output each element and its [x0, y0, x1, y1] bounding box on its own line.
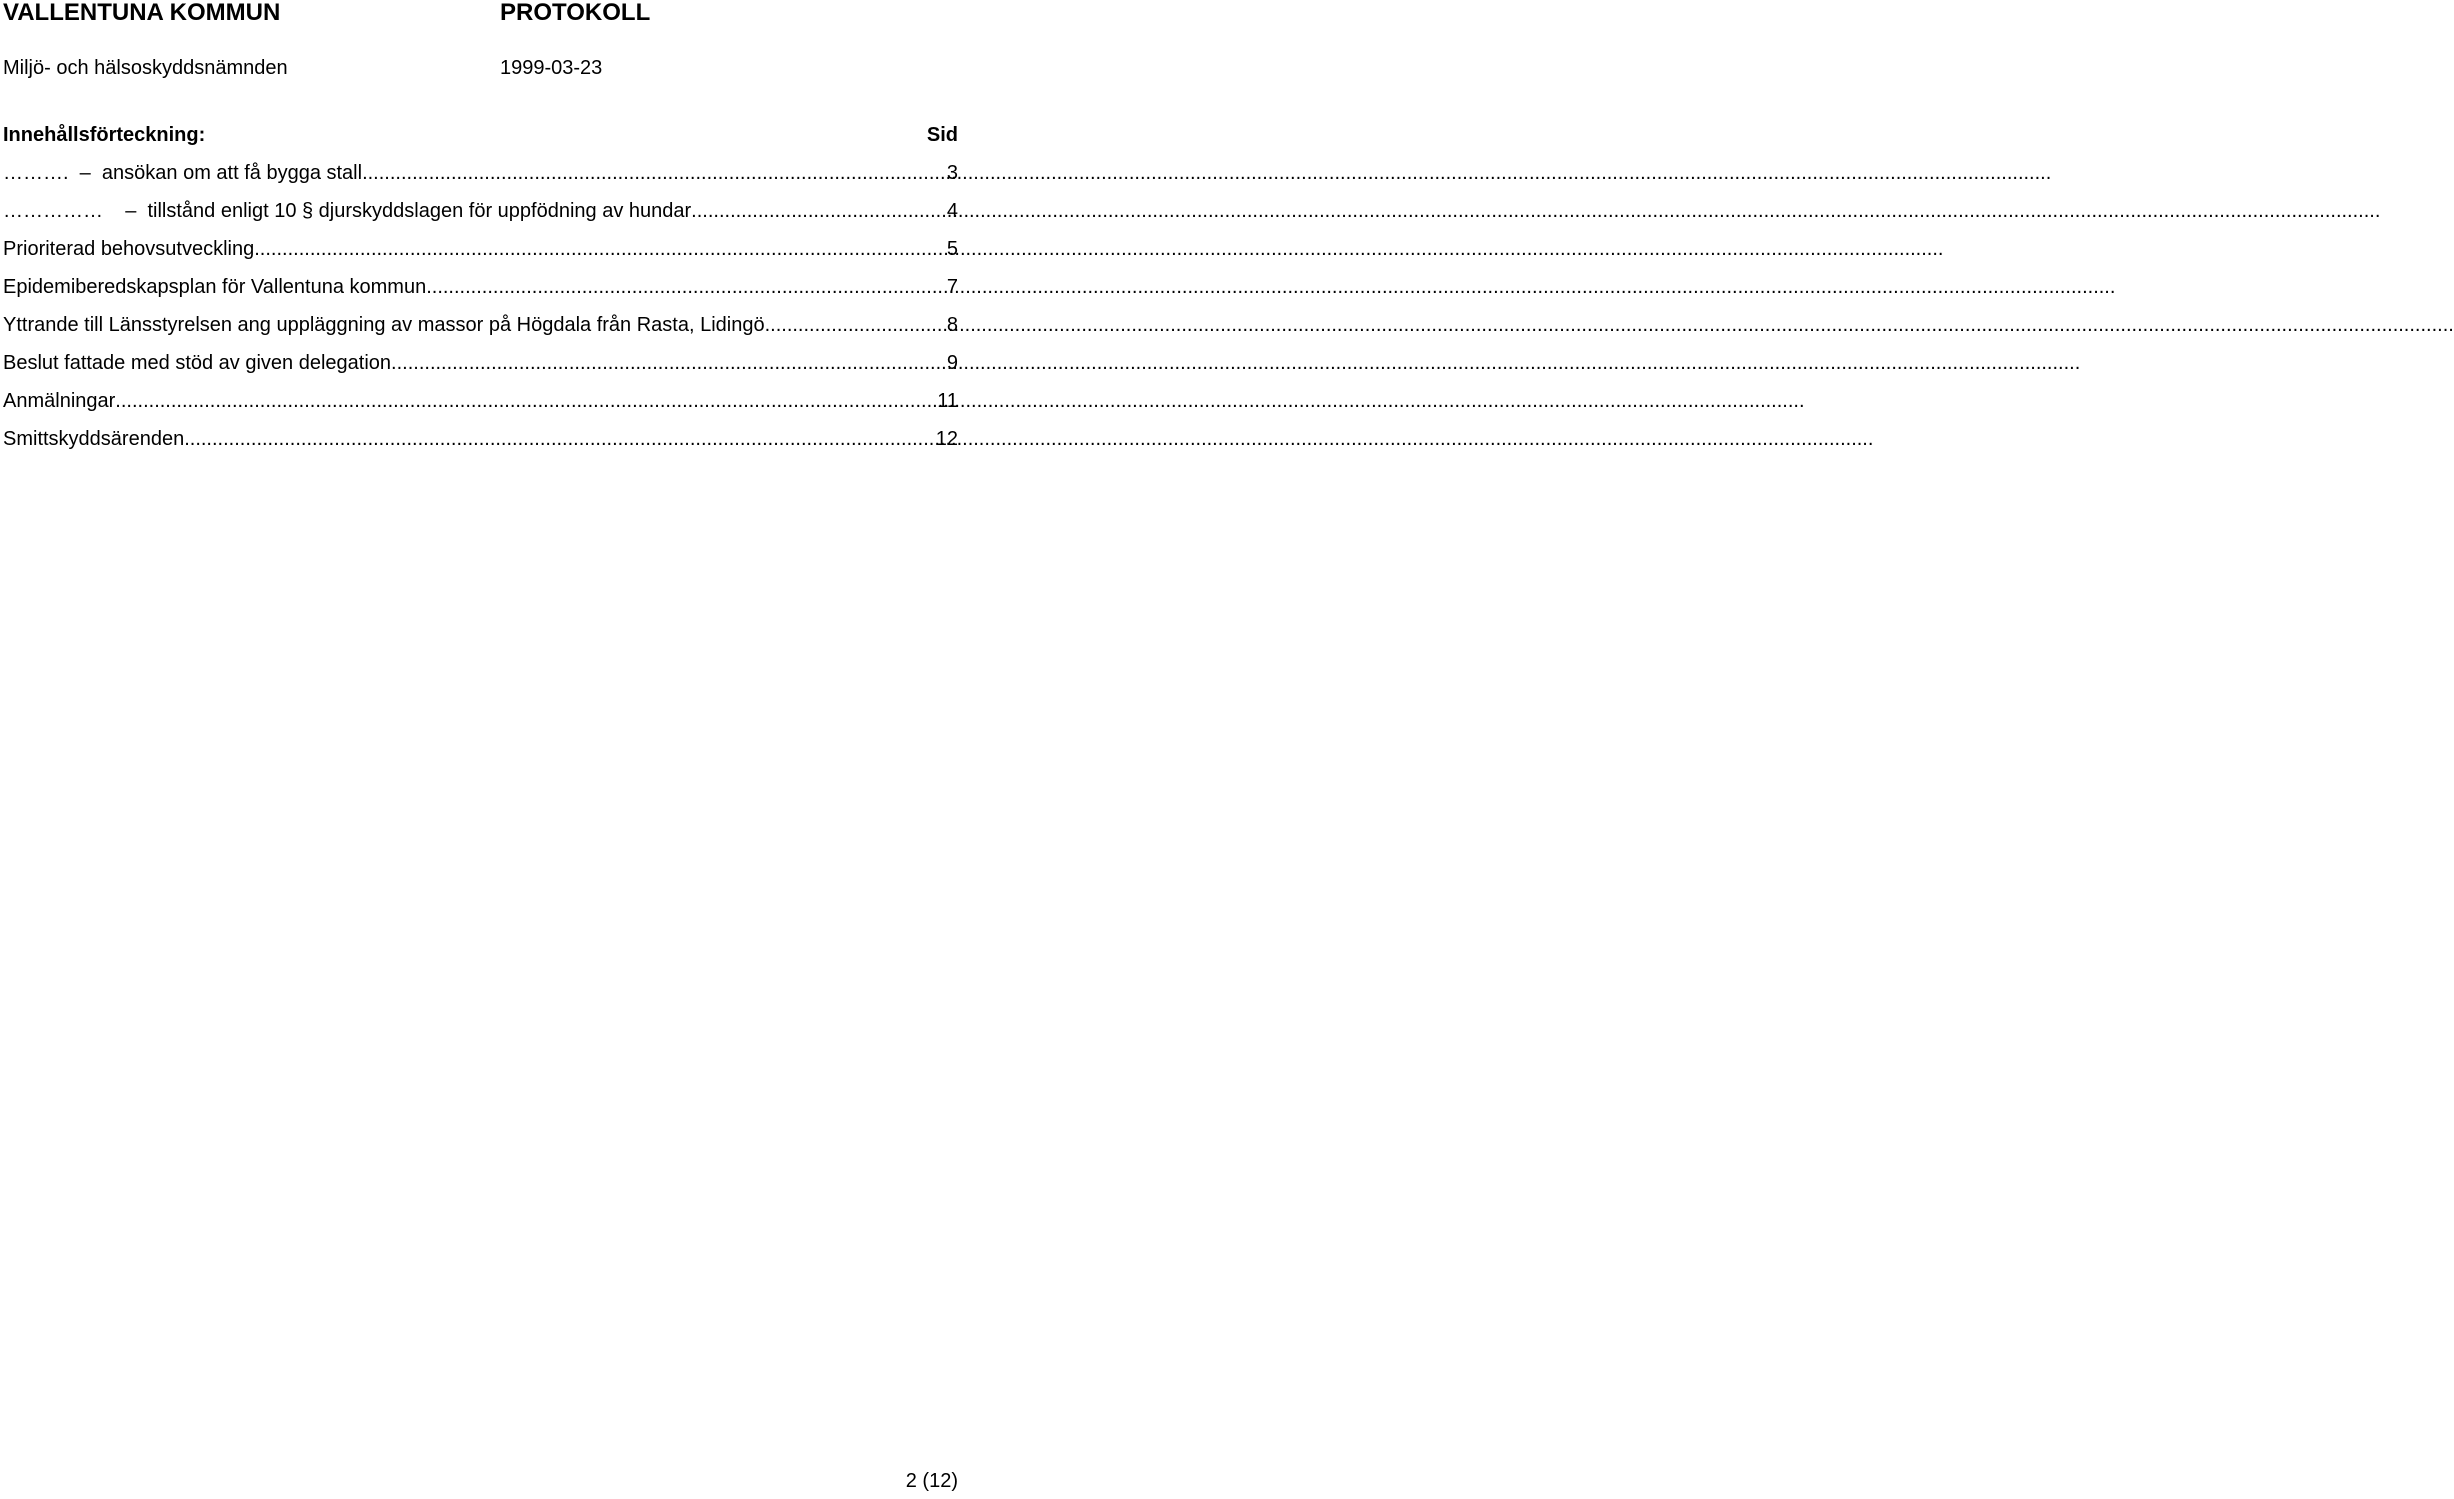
toc-entry-page: 7	[946, 276, 958, 298]
toc-leader-dots	[391, 349, 947, 377]
toc-entry-title: ………. – ansökan om att få bygga stall	[3, 162, 363, 184]
toc-page-column-label: Sid	[926, 124, 958, 146]
toc-entry[interactable]	[3, 349, 958, 387]
toc-entry-title: Epidemiberedskapsplan för Vallentuna kommun	[3, 276, 427, 298]
toc-entry[interactable]	[3, 311, 958, 349]
toc-entry-page: 3	[946, 162, 958, 184]
toc-entry[interactable]	[3, 235, 958, 273]
toc-leader-dots	[115, 387, 937, 415]
toc-entry-title: Smittskyddsärenden	[3, 428, 185, 450]
toc-entry-page: 8	[946, 314, 958, 336]
header-organization: VALLENTUNA KOMMUN	[3, 0, 281, 26]
toc-entry-page: 11	[937, 390, 958, 412]
toc-leader-dots	[184, 425, 936, 453]
toc-leader-dots	[426, 273, 947, 301]
toc-entry-title: …………… – tillstånd enligt 10 § djurskyddslagen för uppfödning av hundar	[3, 200, 692, 222]
toc-entry[interactable]	[3, 273, 958, 311]
toc-entry[interactable]	[3, 197, 958, 235]
table-of-contents	[3, 159, 958, 463]
toc-entry-page: 4	[946, 200, 958, 222]
toc-entry-title: Anmälningar	[3, 390, 116, 412]
toc-entry[interactable]	[3, 425, 958, 463]
header-document-type: PROTOKOLL	[500, 0, 651, 26]
page-number: 2 (12)	[905, 1470, 958, 1492]
toc-entry-title: Prioriterad behovsutveckling	[3, 238, 255, 260]
toc-leader-dots	[362, 159, 947, 187]
toc-entry-title: Beslut fattade med stöd av given delegation	[3, 352, 392, 374]
toc-entry[interactable]	[3, 159, 958, 197]
toc-entry-page: 12	[935, 428, 958, 450]
toc-leader-dots	[691, 197, 947, 225]
header-date: 1999-03-23	[500, 57, 603, 79]
toc-entry-page: 5	[946, 238, 958, 260]
toc-leader-dots	[254, 235, 947, 263]
toc-entry-page: 9	[946, 352, 958, 374]
toc-entry[interactable]	[3, 387, 958, 425]
toc-entry-title: Yttrande till Länsstyrelsen ang uppläggning av massor på Högdala från Rasta, Lidingö	[3, 314, 765, 336]
toc-leader-dots	[765, 311, 947, 339]
header-board: Miljö- och hälsoskyddsnämnden	[3, 57, 288, 79]
toc-heading: Innehållsförteckning:	[3, 124, 206, 146]
